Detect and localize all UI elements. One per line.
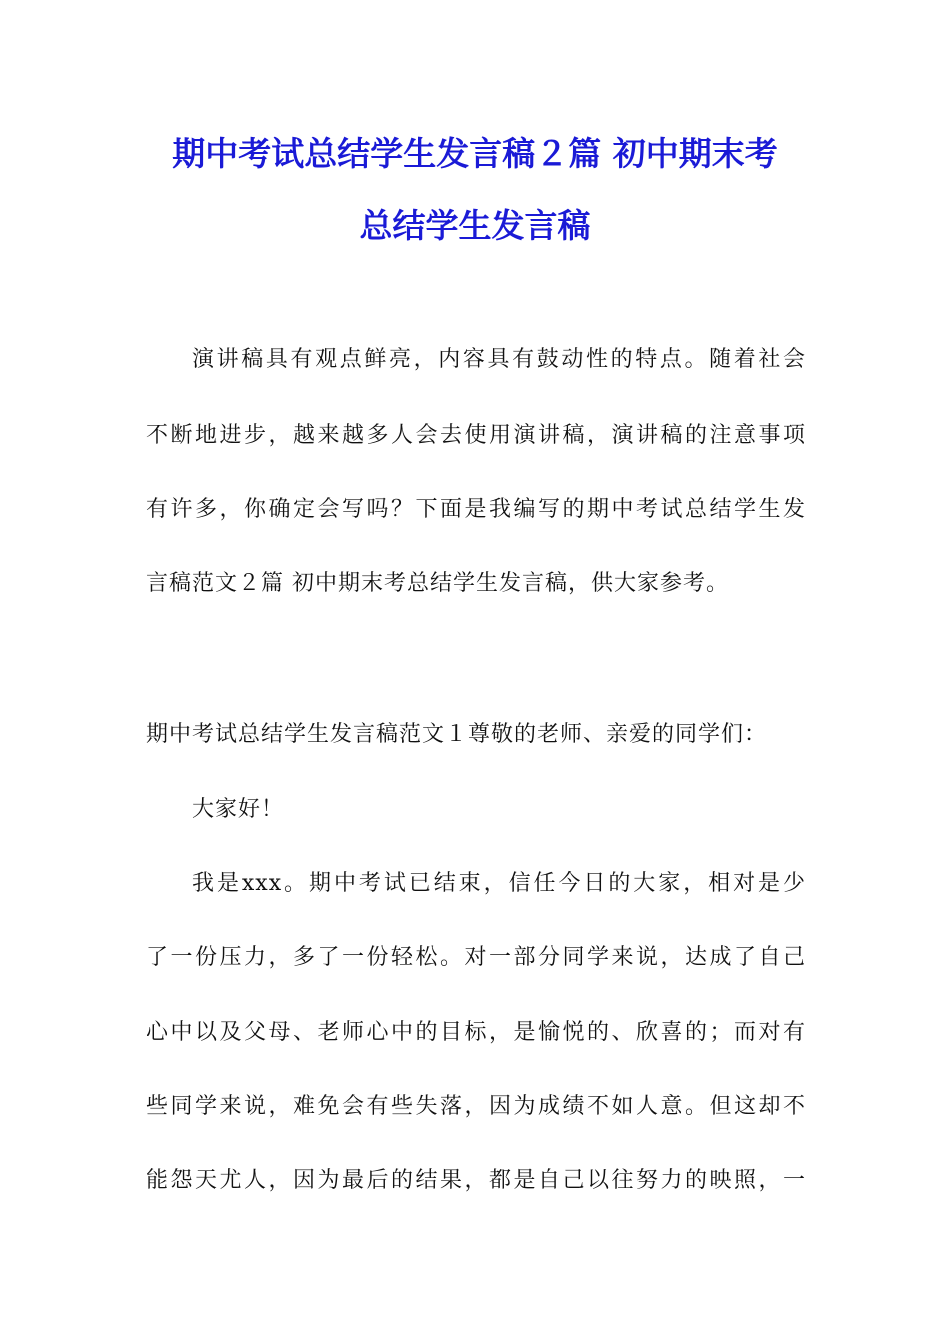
document-title-line-1: 期中考试总结学生发言稿２篇 初中期末考 [172,134,778,173]
section-heading: 期中考试总结学生发言稿范文１尊敬的老师、亲爱的同学们： [146,722,768,747]
intro-paragraph-line: 不断地进步，越来越多人会去使用演讲稿，演讲稿的注意事项 [146,423,806,448]
intro-paragraph-line: 言稿范文２篇 初中期末考总结学生发言稿，供大家参考。 [146,571,729,596]
body-paragraph-line: 心中以及父母、老师心中的目标，是愉悦的、欣喜的；而对有 [146,1020,806,1045]
body-paragraph-line: 我是xxx。期中考试已结束，信任今日的大家，相对是少 [192,871,806,896]
body-paragraph-line: 了一份压力，多了一份轻松。对一部分同学来说，达成了自己 [146,945,806,970]
intro-paragraph-line: 演讲稿具有观点鲜亮，内容具有鼓动性的特点。随着社会 [192,347,806,372]
intro-paragraph-line: 有许多，你确定会写吗？下面是我编写的期中考试总结学生发 [146,497,806,522]
document-title-line-2: 总结学生发言稿 [359,206,591,245]
body-paragraph-line: 些同学来说，难免会有些失落，因为成绩不如人意。但这却不 [146,1094,806,1119]
body-paragraph-line: 能怨天尤人，因为最后的结果，都是自己以往努力的映照，一 [146,1168,806,1193]
greeting-text: 大家好！ [192,797,285,822]
